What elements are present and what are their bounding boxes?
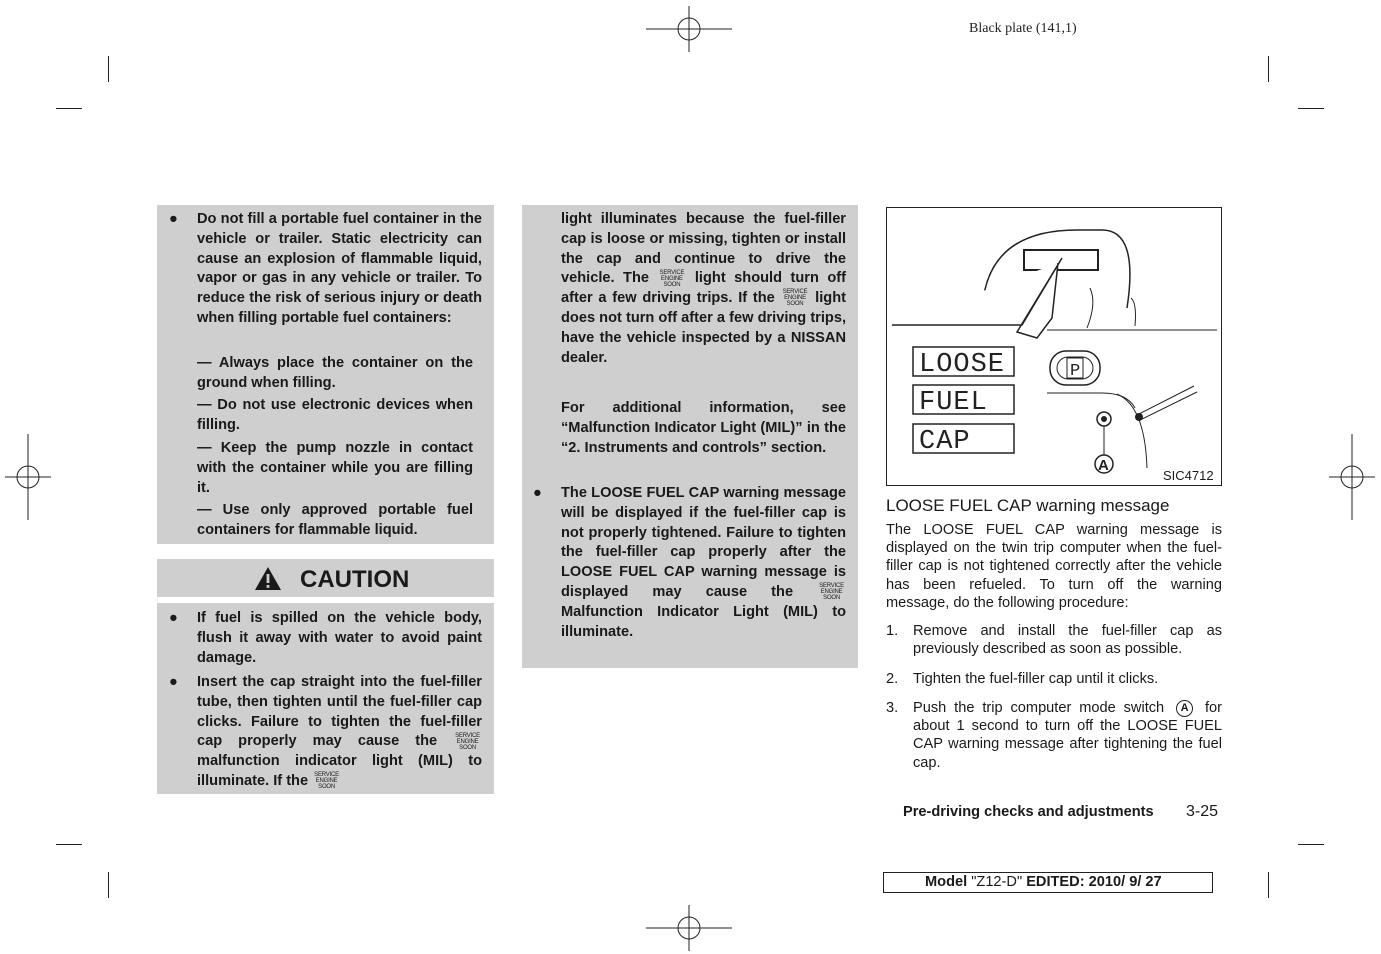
display-line-loose: LOOSE xyxy=(919,350,1006,380)
crop-mark xyxy=(1298,844,1324,845)
service-engine-soon-icon: SERVICE ENGINE SOON xyxy=(455,732,480,751)
model-text xyxy=(925,874,1162,890)
model-edited: EDITED: 2010/ 9/ 27 xyxy=(1022,874,1162,890)
model-label: Model xyxy=(925,874,972,890)
text-span: Malfunction Indicator Light (MIL) to illuminate. xyxy=(561,603,846,640)
service-engine-soon-icon: SERVICE ENGINE SOON xyxy=(819,583,844,602)
registration-mark-right xyxy=(1329,434,1375,520)
bullet-text xyxy=(197,673,482,792)
display-line-fuel: FUEL xyxy=(919,388,988,418)
bullet-dot: ● xyxy=(169,674,178,690)
footer-section-title: Pre-driving checks and adjustments xyxy=(903,804,1154,820)
step-text: Remove and install the fuel-filler cap as previously described as soon as possible. xyxy=(913,623,1222,658)
plate-label: Black plate (141,1) xyxy=(969,21,1077,36)
crop-mark xyxy=(1268,56,1269,82)
crop-mark xyxy=(56,108,82,109)
page-number: 3-25 xyxy=(1186,803,1219,820)
bullet-dot: ● xyxy=(169,610,178,626)
additional-info: For additional information, see “Malfunction Indicator Light (MIL)” in the “2. Instruments and controls” section. xyxy=(561,400,846,456)
step-number: 2. xyxy=(886,671,899,687)
bullet-dot: ● xyxy=(533,485,542,501)
intro-paragraph: The LOOSE FUEL CAP warning message is displayed on the twin trip computer when the fuel-filler cap is not tightened correctly after the vehicle has been refueled. To turn off the warning message, do the following procedure: xyxy=(886,522,1222,611)
bullet-text xyxy=(561,484,846,642)
step-text: Tighten the fuel-filler cap until it clicks. xyxy=(913,671,1159,687)
bullet-dot: ● xyxy=(169,211,178,227)
text-span: light illuminates because the fuel-filler cap is loose or missing, tighten or install the cap and continue to drive the vehicle. The xyxy=(561,211,846,287)
text-span: malfunction indicator light (MIL) to illuminate. If the xyxy=(197,753,482,789)
callout-a-icon: A xyxy=(1176,700,1193,717)
service-engine-soon-icon: SERVICE ENGINE SOON xyxy=(782,289,808,308)
text-span: Insert the cap straight into the fuel-filler tube, then tighten until the fuel-filler cap clicks. Failure to tighten the fuel-filler cap properly may cause the xyxy=(197,674,482,750)
dashboard-illustration xyxy=(887,208,1221,485)
dash-text: — Keep the pump nozzle in contact with the container while you are filling it. xyxy=(197,440,473,496)
warning-triangle-icon xyxy=(254,566,282,591)
callout-a-label: A xyxy=(1098,457,1109,474)
registration-mark-top xyxy=(646,6,732,52)
crop-mark xyxy=(1298,108,1324,109)
text-span: Push the trip computer mode switch xyxy=(913,700,1165,716)
registration-mark-left xyxy=(5,434,51,520)
dash-text: — Use only approved portable fuel containers for flammable liquid. xyxy=(197,502,473,538)
crop-mark xyxy=(108,872,109,898)
dash-text: — Always place the container on the ground when filling. xyxy=(197,355,473,391)
bullet-text: Do not fill a portable fuel container in the vehicle or trailer. Static electricity can cause an explosion of flammable liquid, vapor or gas in any vehicle or trailer. To reduce the risk of serious injury or death when filling portable fuel containers: xyxy=(197,211,482,326)
service-engine-soon-icon: SERVICE ENGINE SOON xyxy=(314,772,339,791)
dash-text: — Do not use electronic devices when filling. xyxy=(197,397,473,433)
text-span: The LOOSE FUEL CAP warning message will be displayed if the fuel-filler cap is not properly tightened. Failure to tighten the fuel-filler cap properly after the LOOSE FUEL CAP warning message is displayed may cause the xyxy=(561,485,846,600)
caution-title: CAUTION xyxy=(300,566,410,593)
crop-mark xyxy=(1268,872,1269,898)
text-span: light should turn off after a few driving trips. If the xyxy=(561,270,847,307)
step-text xyxy=(913,699,1222,772)
registration-mark-bottom xyxy=(646,905,732,951)
mode-button-label: P xyxy=(1070,362,1081,381)
step-number: 3. xyxy=(886,700,899,716)
model-code: "Z12-D" xyxy=(971,874,1023,890)
crop-mark xyxy=(108,56,109,82)
continued-paragraph xyxy=(561,210,846,368)
figure-code: SIC4712 xyxy=(1163,468,1214,483)
text-span: light does not turn off after a few driving trips, have the vehicle inspected by a NISSAN dealer. xyxy=(561,290,846,366)
text-span: for about 1 second to turn off the LOOSE FUEL CAP warning message after tightening the fuel cap. xyxy=(913,700,1223,771)
section-heading: LOOSE FUEL CAP warning message xyxy=(886,496,1170,515)
service-engine-soon-icon: SERVICE ENGINE SOON xyxy=(659,269,685,288)
step-number: 1. xyxy=(886,623,899,639)
crop-mark xyxy=(56,844,82,845)
bullet-text: If fuel is spilled on the vehicle body, flush it away with water to avoid paint damage. xyxy=(197,610,482,666)
display-line-cap: CAP xyxy=(919,427,971,457)
